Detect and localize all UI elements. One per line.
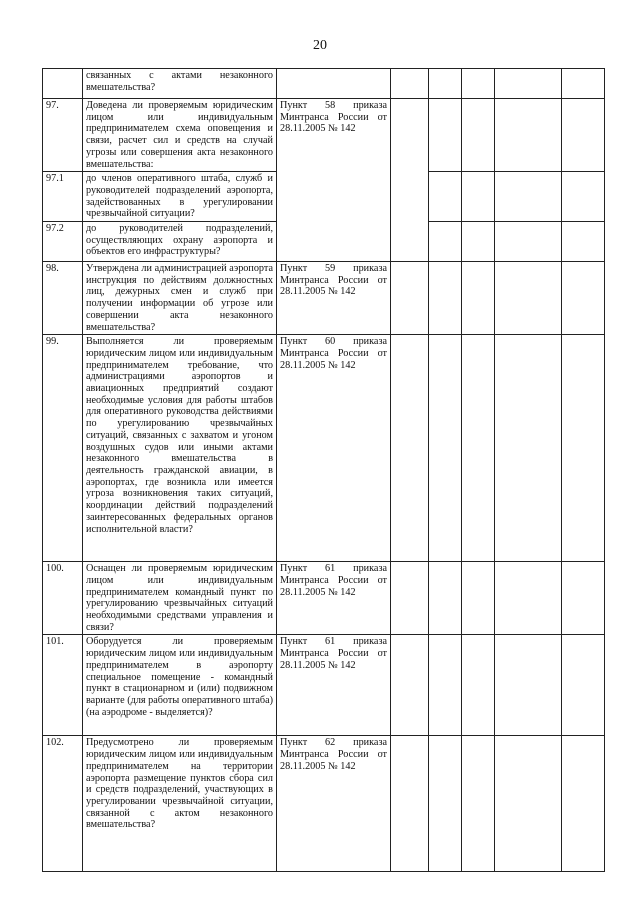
answer-cell-comment <box>495 172 562 222</box>
question-text: Утверждена ли администрацией аэропорта инструкция по действиям должностных лиц, дежурных смен и служб при получении информации об угрозе или совершении акта незаконного вмешательства? <box>83 262 277 335</box>
question-text: Предусмотрено ли проверяемым юридическим лицом или индивидуальным предпринимателем на территории аэропорта размещение пунктов сбора сил и средств подразделений, участвующих в урегулировании чрезвычайной ситуации, связанной с актом незаконного вмешательства? <box>83 736 277 872</box>
answer-cell-no <box>429 222 462 262</box>
question-text: связанных с актами незаконного вмешательства? <box>83 69 277 99</box>
row-number: 102. <box>43 736 83 872</box>
table-row <box>43 736 605 872</box>
question-text: Доведена ли проверяемым юридическим лицом или индивидуальным предпринимателем схема оповещения и связи, расчет сил и средств на случай угрозы или совершения акта незаконного вмешательства: <box>83 99 277 172</box>
table-row <box>43 635 605 736</box>
answer-cell-extra <box>562 262 605 335</box>
row-number: 98. <box>43 262 83 335</box>
row-number: 97. <box>43 99 83 172</box>
answer-cell-comment <box>495 262 562 335</box>
row-number: 97.2 <box>43 222 83 262</box>
legal-reference: Пункт 60 приказа Минтранса России от 28.11.2005 № 142 <box>277 335 391 562</box>
question-text: Оснащен ли проверяемым юридическим лицом или индивидуальным предпринимателем командный пункт по урегулированию чрезвычайных ситуаций необходимыми средствами управления и связи? <box>83 562 277 635</box>
answer-cell-extra <box>562 99 605 172</box>
answer-cell-extra <box>562 69 605 99</box>
answer-cell-no <box>429 562 462 635</box>
answer-cell-comment <box>495 99 562 172</box>
answer-cell-extra <box>562 562 605 635</box>
legal-reference: Пункт 62 приказа Минтранса России от 28.11.2005 № 142 <box>277 736 391 872</box>
answer-cell-na <box>462 99 495 172</box>
page-number: 20 <box>313 38 327 53</box>
question-text: Выполняется ли проверяемым юридическим лицом или индивидуальным предпринимателем требование, что администрациями аэропортов и авиационных предприятий создают необходимые условия для работы штабов для оперативного руководства действиями по урегулированию чрезвычайных ситуаций, связанных с захватом и угоном воздушных судов или иными актами незаконного вмешательства в деятельность гражданской авиации, в аэропортах, где возникла или имеется угроза возникновения таких ситуаций, координации действий подразделений заинтересованных федеральных органов исполнительной власти? <box>83 335 277 562</box>
answer-cell-no <box>429 69 462 99</box>
answer-cell-extra <box>562 335 605 562</box>
table-row <box>43 562 605 635</box>
answer-cell-yes <box>391 335 429 562</box>
answer-cell-na <box>462 172 495 222</box>
row-number: 97.1 <box>43 172 83 222</box>
table-row <box>43 335 605 562</box>
answer-cell-na <box>462 562 495 635</box>
answer-cell-na <box>462 335 495 562</box>
answer-cell-extra <box>562 736 605 872</box>
answer-cell-na <box>462 262 495 335</box>
row-number <box>43 69 83 99</box>
row-number: 99. <box>43 335 83 562</box>
question-text: до членов оперативного штаба, служб и руководителей подразделений аэропорта, задействованных в урегулировании чрезвычайной ситуации? <box>83 172 277 222</box>
legal-reference: Пункт 61 приказа Минтранса России от 28.11.2005 № 142 <box>277 635 391 736</box>
answer-cell-yes <box>391 99 429 262</box>
row-number: 101. <box>43 635 83 736</box>
answer-cell-no <box>429 736 462 872</box>
answer-cell-no <box>429 262 462 335</box>
legal-reference <box>277 69 391 99</box>
legal-reference: Пункт 58 приказа Минтранса России от 28.11.2005 № 142 <box>277 99 391 262</box>
answer-cell-yes <box>391 635 429 736</box>
answer-cell-no <box>429 335 462 562</box>
answer-cell-comment <box>495 736 562 872</box>
answer-cell-extra <box>562 172 605 222</box>
answer-cell-comment <box>495 335 562 562</box>
table-row <box>43 262 605 335</box>
row-number: 100. <box>43 562 83 635</box>
answer-cell-no <box>429 635 462 736</box>
legal-reference: Пункт 61 приказа Минтранса России от 28.11.2005 № 142 <box>277 562 391 635</box>
answer-cell-comment <box>495 562 562 635</box>
answer-cell-no <box>429 172 462 222</box>
table-row <box>43 69 605 99</box>
answer-cell-yes <box>391 69 429 99</box>
answer-cell-na <box>462 69 495 99</box>
checklist-table <box>42 68 605 872</box>
question-text: до руководителей подразделений, осуществляющих охрану аэропорта и объектов его инфраструктуры? <box>83 222 277 262</box>
answer-cell-comment <box>495 222 562 262</box>
answer-cell-comment <box>495 635 562 736</box>
legal-reference: Пункт 59 приказа Минтранса России от 28.11.2005 № 142 <box>277 262 391 335</box>
answer-cell-no <box>429 99 462 172</box>
answer-cell-na <box>462 635 495 736</box>
table-row <box>43 99 605 172</box>
answer-cell-extra <box>562 635 605 736</box>
answer-cell-comment <box>495 69 562 99</box>
answer-cell-yes <box>391 736 429 872</box>
answer-cell-na <box>462 736 495 872</box>
answer-cell-yes <box>391 562 429 635</box>
question-text: Оборудуется ли проверяемым юридическим лицом или индивидуальным предпринимателем в аэропорту специальное помещение - командный пункт в стационарном и (или) подвижном варианте (для работы оперативного штаба) (на аэродроме - выделяется)? <box>83 635 277 736</box>
answer-cell-na <box>462 222 495 262</box>
answer-cell-yes <box>391 262 429 335</box>
answer-cell-extra <box>562 222 605 262</box>
